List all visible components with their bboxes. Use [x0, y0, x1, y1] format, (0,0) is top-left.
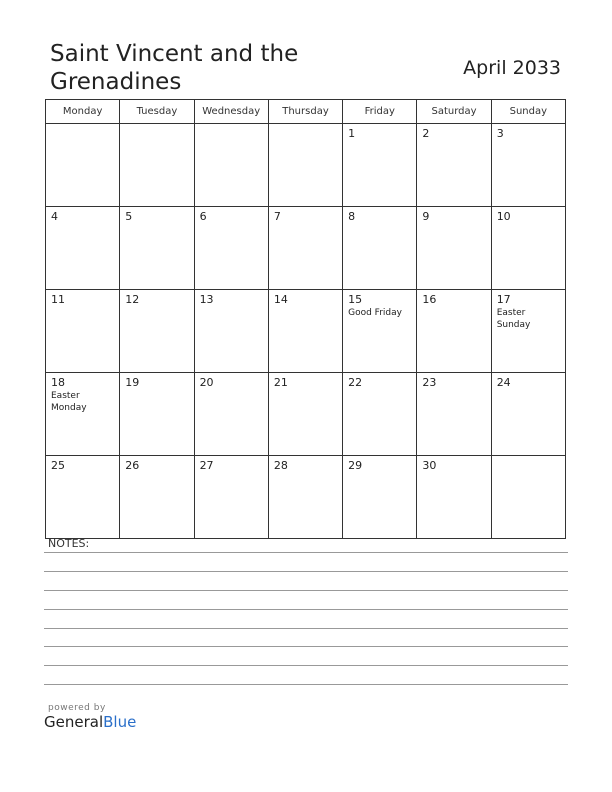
- notes-label: NOTES:: [48, 537, 90, 550]
- day-number: 23: [422, 376, 437, 389]
- day-number: 22: [348, 376, 363, 389]
- weekday-header: Wednesday: [194, 100, 268, 124]
- weekday-header: Saturday: [417, 100, 491, 124]
- calendar-week-row: [46, 207, 566, 290]
- calendar-day-cell: [120, 373, 194, 456]
- calendar-day-cell: [491, 207, 565, 290]
- page-title: Saint Vincent and the Grenadines: [50, 41, 299, 95]
- weekday-header: Sunday: [491, 100, 565, 124]
- day-number: 17: [496, 293, 511, 306]
- day-number: 16: [422, 293, 437, 306]
- holiday-label: Easter Sunday: [496, 308, 531, 330]
- notes-line: [44, 628, 568, 629]
- weekday-header: Friday: [343, 100, 417, 124]
- day-number: 6: [199, 210, 207, 223]
- calendar-day-cell: [417, 207, 491, 290]
- day-number: 25: [51, 459, 65, 472]
- notes-line: [44, 571, 568, 572]
- day-number: 1: [348, 127, 356, 140]
- day-number: 26: [125, 459, 140, 472]
- calendar-grid: [45, 99, 566, 539]
- calendar-day-cell: [268, 373, 342, 456]
- holiday-label: Good Friday: [348, 308, 402, 318]
- day-number: 7: [273, 210, 281, 223]
- calendar-day-cell: [268, 124, 342, 207]
- calendar-day-cell: [46, 456, 120, 539]
- calendar-day-cell: [491, 373, 565, 456]
- powered-by-text: powered by: [48, 703, 106, 713]
- day-number: 18: [51, 376, 65, 389]
- calendar-day-cell: [120, 124, 194, 207]
- day-number: 15: [348, 293, 363, 306]
- brand-name: [44, 713, 136, 731]
- calendar-day-cell: [417, 373, 491, 456]
- calendar-day-cell: [194, 207, 268, 290]
- calendar-day-cell: [491, 124, 565, 207]
- calendar-day-cell: [46, 207, 120, 290]
- day-number: 30: [422, 459, 437, 472]
- day-number: 5: [125, 210, 133, 223]
- notes-line: [44, 552, 568, 553]
- day-number: 8: [348, 210, 356, 223]
- day-number: 29: [348, 459, 363, 472]
- day-number: 13: [199, 293, 214, 306]
- calendar-day-cell: [491, 290, 565, 373]
- calendar-day-cell: [194, 456, 268, 539]
- weekday-header: Tuesday: [120, 100, 194, 124]
- calendar-day-cell: [343, 373, 417, 456]
- calendar-week-row: [46, 456, 566, 539]
- brand-name-blue: Blue: [103, 713, 137, 731]
- calendar-week-row: [46, 124, 566, 207]
- calendar-day-cell: [343, 207, 417, 290]
- day-number: 28: [273, 459, 288, 472]
- calendar-day-cell: [268, 290, 342, 373]
- notes-line: [44, 684, 568, 685]
- notes-line: [44, 590, 568, 591]
- weekday-header: Thursday: [268, 100, 342, 124]
- notes-line: [44, 609, 568, 610]
- day-number: 3: [496, 127, 504, 140]
- calendar-day-cell: [343, 124, 417, 207]
- calendar-day-cell: [194, 290, 268, 373]
- calendar-day-cell: [120, 207, 194, 290]
- calendar-day-cell: [417, 290, 491, 373]
- calendar-day-cell: [194, 373, 268, 456]
- day-number: 20: [199, 376, 214, 389]
- calendar-day-cell: [46, 290, 120, 373]
- calendar-day-cell: [491, 456, 565, 539]
- day-number: 2: [422, 127, 430, 140]
- day-number: 10: [496, 210, 511, 223]
- calendar-day-cell: [46, 373, 120, 456]
- day-number: 21: [273, 376, 288, 389]
- day-number: 19: [125, 376, 140, 389]
- brand-logo: [44, 703, 136, 731]
- day-number: 14: [273, 293, 288, 306]
- weekday-header: Monday: [46, 100, 120, 124]
- day-number: 24: [496, 376, 511, 389]
- calendar-day-cell: [343, 456, 417, 539]
- calendar-day-cell: [268, 207, 342, 290]
- calendar-day-cell: [46, 124, 120, 207]
- day-number: 4: [51, 210, 58, 223]
- calendar-day-cell: [343, 290, 417, 373]
- day-number: 11: [51, 293, 65, 306]
- month-year: April 2033: [463, 57, 561, 79]
- calendar-day-cell: [268, 456, 342, 539]
- calendar-day-cell: [417, 124, 491, 207]
- calendar-day-cell: [417, 456, 491, 539]
- notes-line: [44, 646, 568, 647]
- notes-line: [44, 665, 568, 666]
- calendar-day-cell: [194, 124, 268, 207]
- brand-name-general: General: [44, 713, 104, 731]
- day-number: 12: [125, 293, 140, 306]
- calendar-week-row: [46, 373, 566, 456]
- calendar-day-cell: [120, 290, 194, 373]
- day-number: 27: [199, 459, 214, 472]
- holiday-label: Easter Monday: [51, 391, 87, 413]
- weekday-header-row: [46, 100, 566, 124]
- calendar-week-row: [46, 290, 566, 373]
- day-number: 9: [422, 210, 430, 223]
- calendar-day-cell: [120, 456, 194, 539]
